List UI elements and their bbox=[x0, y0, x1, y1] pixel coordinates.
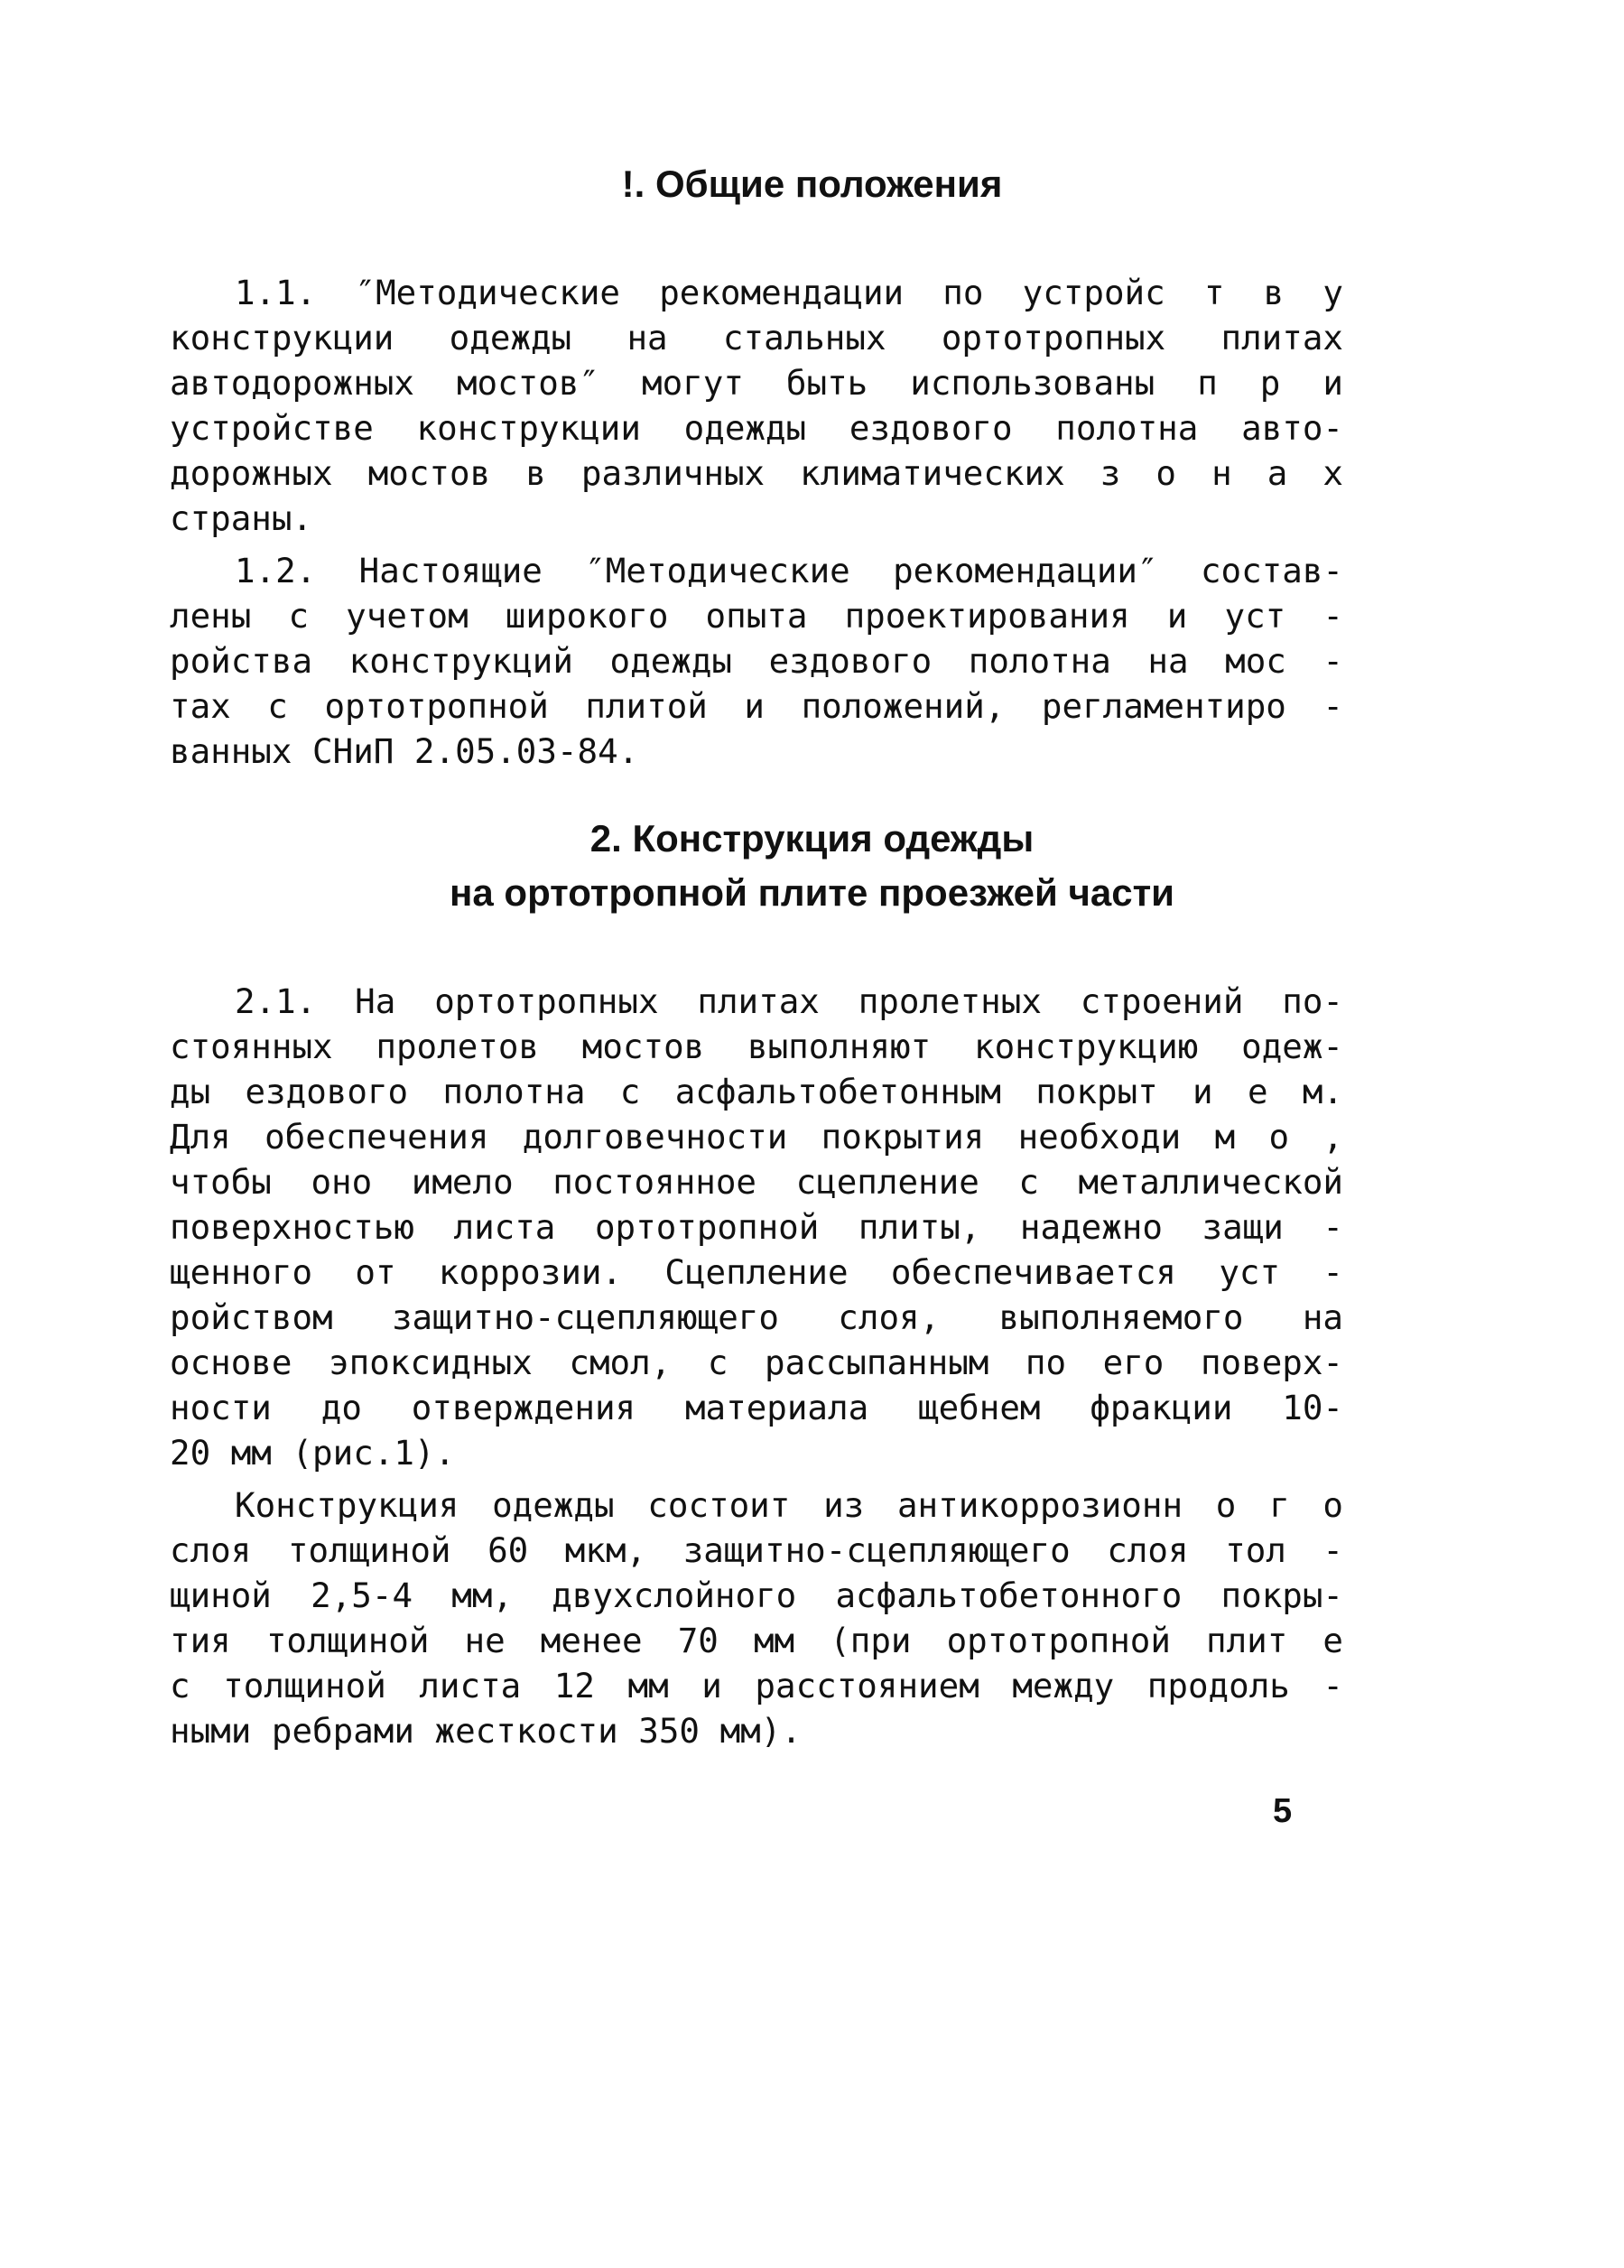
paragraph-2-2-line-1: Конструкция одежды состоит из антикоррозионн о г о bbox=[235, 1485, 1343, 1525]
paragraph-2-1-line-6: поверхностью листа ортотропной плиты, надежно защи - bbox=[170, 1207, 1343, 1247]
paragraph-2-2-line-6: ными ребрами жесткости 350 мм). bbox=[170, 1711, 802, 1751]
page-number: 5 bbox=[1273, 1792, 1293, 1830]
paragraph-1-1-line-4: устройстве конструкции одежды ездового полотна авто- bbox=[170, 408, 1343, 448]
paragraph-1-1-line-2: конструкции одежды на стальных ортотропных плитах bbox=[170, 318, 1343, 358]
section-2-heading-line-1: 2. Конструкция одежды bbox=[589, 817, 1035, 860]
paragraph-2-1-line-9: основе эпоксидных смол, с рассыпанным по его поверх- bbox=[170, 1343, 1343, 1382]
paragraph-2-2-line-4: тия толщиной не менее 70 мм (при ортотропной плит е bbox=[170, 1621, 1343, 1660]
paragraph-1-1-line-1: 1.1. ″Методические рекомендации по устройс т в у bbox=[235, 273, 1343, 312]
paragraph-2-1-line-1: 2.1. На ортотропных плитах пролетных строений по- bbox=[235, 981, 1343, 1021]
paragraph-1-2-line-5: ванных СНиП 2.05.03-84. bbox=[170, 731, 639, 771]
paragraph-1-1-line-5: дорожных мостов в различных климатических з о н а х bbox=[170, 453, 1343, 493]
paragraph-2-1-line-8: ройством защитно-сцепляющего слоя, выполняемого на bbox=[170, 1297, 1343, 1337]
paragraph-2-1-line-4: Для обеспечения долговечности покрытия необходи м о , bbox=[170, 1117, 1343, 1157]
section-2-heading-line-2: на ортотропной плите проезжей части bbox=[450, 871, 1174, 914]
paragraph-2-1-line-5: чтобы оно имело постоянное сцепление с металлической bbox=[170, 1162, 1343, 1202]
paragraph-1-2-line-4: тах с ортотропной плитой и положений, регламентиро - bbox=[170, 686, 1343, 726]
paragraph-1-1-line-6: страны. bbox=[170, 498, 313, 538]
paragraph-1-2-line-2: лены с учетом широкого опыта проектирования и уст - bbox=[170, 596, 1343, 636]
paragraph-2-2-line-2: слоя толщиной 60 мкм, защитно-сцепляющего слоя тол - bbox=[170, 1530, 1343, 1570]
paragraph-2-1-line-3: ды ездового полотна с асфальтобетонным покрыт и е м. bbox=[170, 1072, 1343, 1111]
section-1-heading: !. Общие положения bbox=[621, 163, 1003, 205]
paragraph-2-2-line-5: с толщиной листа 12 мм и расстоянием между продоль - bbox=[170, 1666, 1343, 1706]
paragraph-1-2-line-1: 1.2. Настоящие ″Методические рекомендации″ состав- bbox=[235, 551, 1343, 590]
paragraph-1-2-line-3: ройства конструкций одежды ездового полотна на мос - bbox=[170, 641, 1343, 681]
paragraph-2-1-line-11: 20 мм (рис.1). bbox=[170, 1433, 456, 1473]
paragraph-2-2-line-3: щиной 2,5-4 мм, двухслойного асфальтобетонного покры- bbox=[170, 1576, 1343, 1615]
paragraph-2-1-line-7: щенного от коррозии. Сцепление обеспечивается уст - bbox=[170, 1252, 1343, 1292]
paragraph-2-1-line-2: стоянных пролетов мостов выполняют конструкцию одеж- bbox=[170, 1027, 1343, 1066]
paragraph-1-1-line-3: автодорожных мостов″ могут быть использованы п р и bbox=[170, 363, 1343, 403]
paragraph-2-1-line-10: ности до отверждения материала щебнем фракции 10- bbox=[170, 1388, 1343, 1427]
